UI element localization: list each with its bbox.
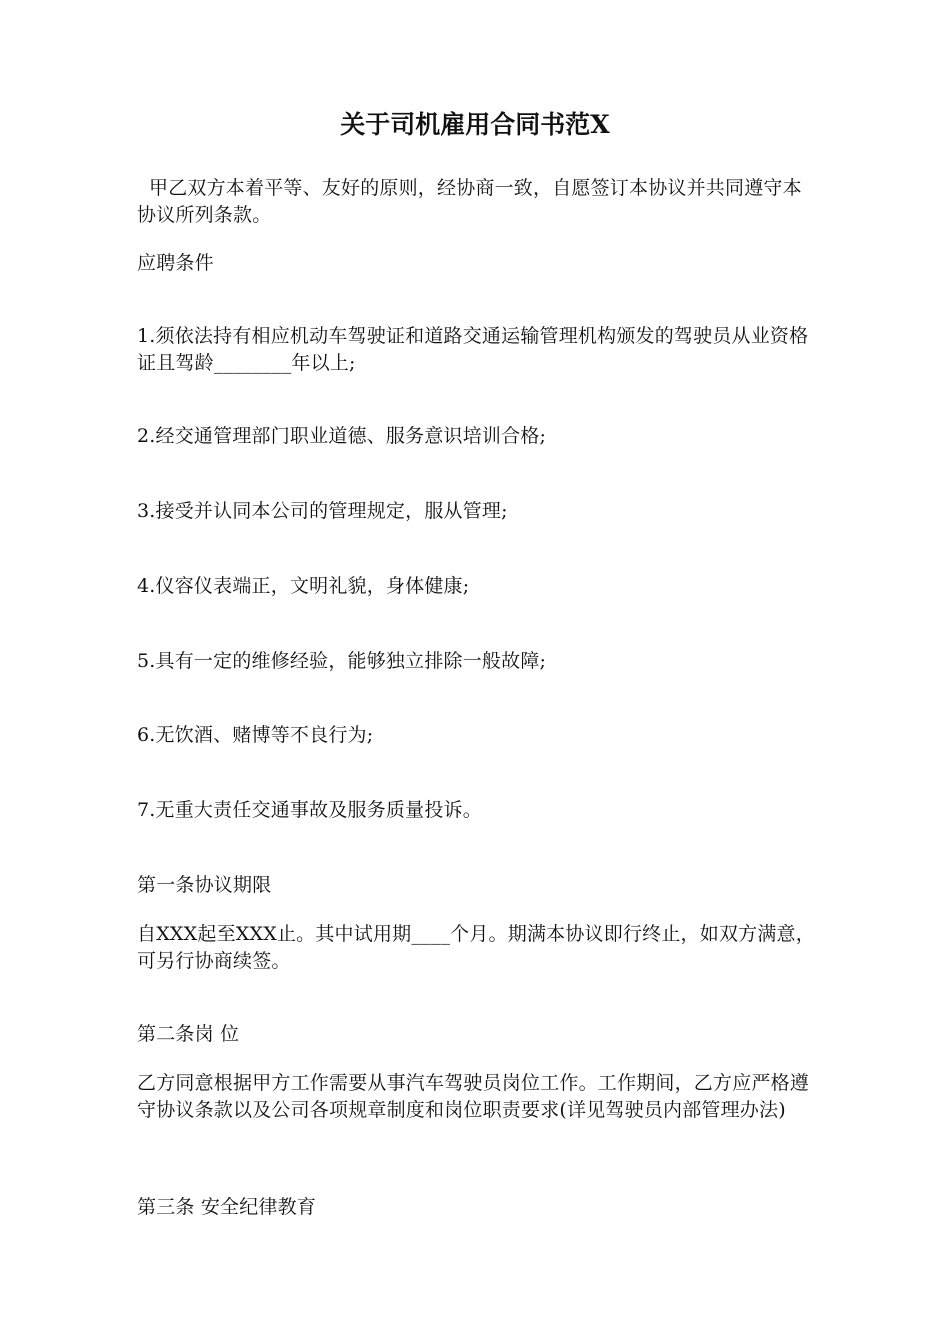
article1-heading: 第一条协议期限 — [137, 874, 272, 896]
article1-text: 自XXX起至XXX止。其中试用期____个月。期满本协议即行终止，如双方满意，可另行协商续签。 — [137, 923, 815, 972]
condition-item-6: 6.无饮酒、赌博等不良行为; — [137, 724, 374, 746]
article2-heading: 第二条岗 位 — [137, 1023, 240, 1045]
condition-item-7: 7.无重大责任交通事故及服务质量投诉。 — [137, 799, 482, 821]
conditions-heading: 应聘条件 — [137, 252, 214, 274]
condition-item-4: 4.仪容仪表端正，文明礼貌，身体健康; — [137, 575, 470, 597]
intro-paragraph: 甲乙双方本着平等、友好的原则，经协商一致，自愿签订本协议并共同遵守本协议所列条款。 — [137, 177, 802, 226]
article3-heading: 第三条 安全纪律教育 — [137, 1196, 317, 1218]
condition-item-1: 1.须依法持有相应机动车驾驶证和道路交通运输管理机构颁发的驾驶员从业资格证且驾龄________年以上; — [137, 325, 809, 374]
condition-item-5: 5.具有一定的维修经验，能够独立排除一般故障; — [137, 650, 547, 672]
condition-item-2: 2.经交通管理部门职业道德、服务意识培训合格; — [137, 425, 547, 447]
document-title: 关于司机雇用合同书范X — [340, 110, 610, 139]
condition-item-3: 3.接受并认同本公司的管理规定，服从管理; — [137, 500, 508, 522]
article2-text: 乙方同意根据甲方工作需要从事汽车驾驶员岗位工作。工作期间，乙方应严格遵守协议条款以及公司各项规章制度和岗位职责要求(详见驾驶员内部管理办法) — [137, 1072, 810, 1121]
